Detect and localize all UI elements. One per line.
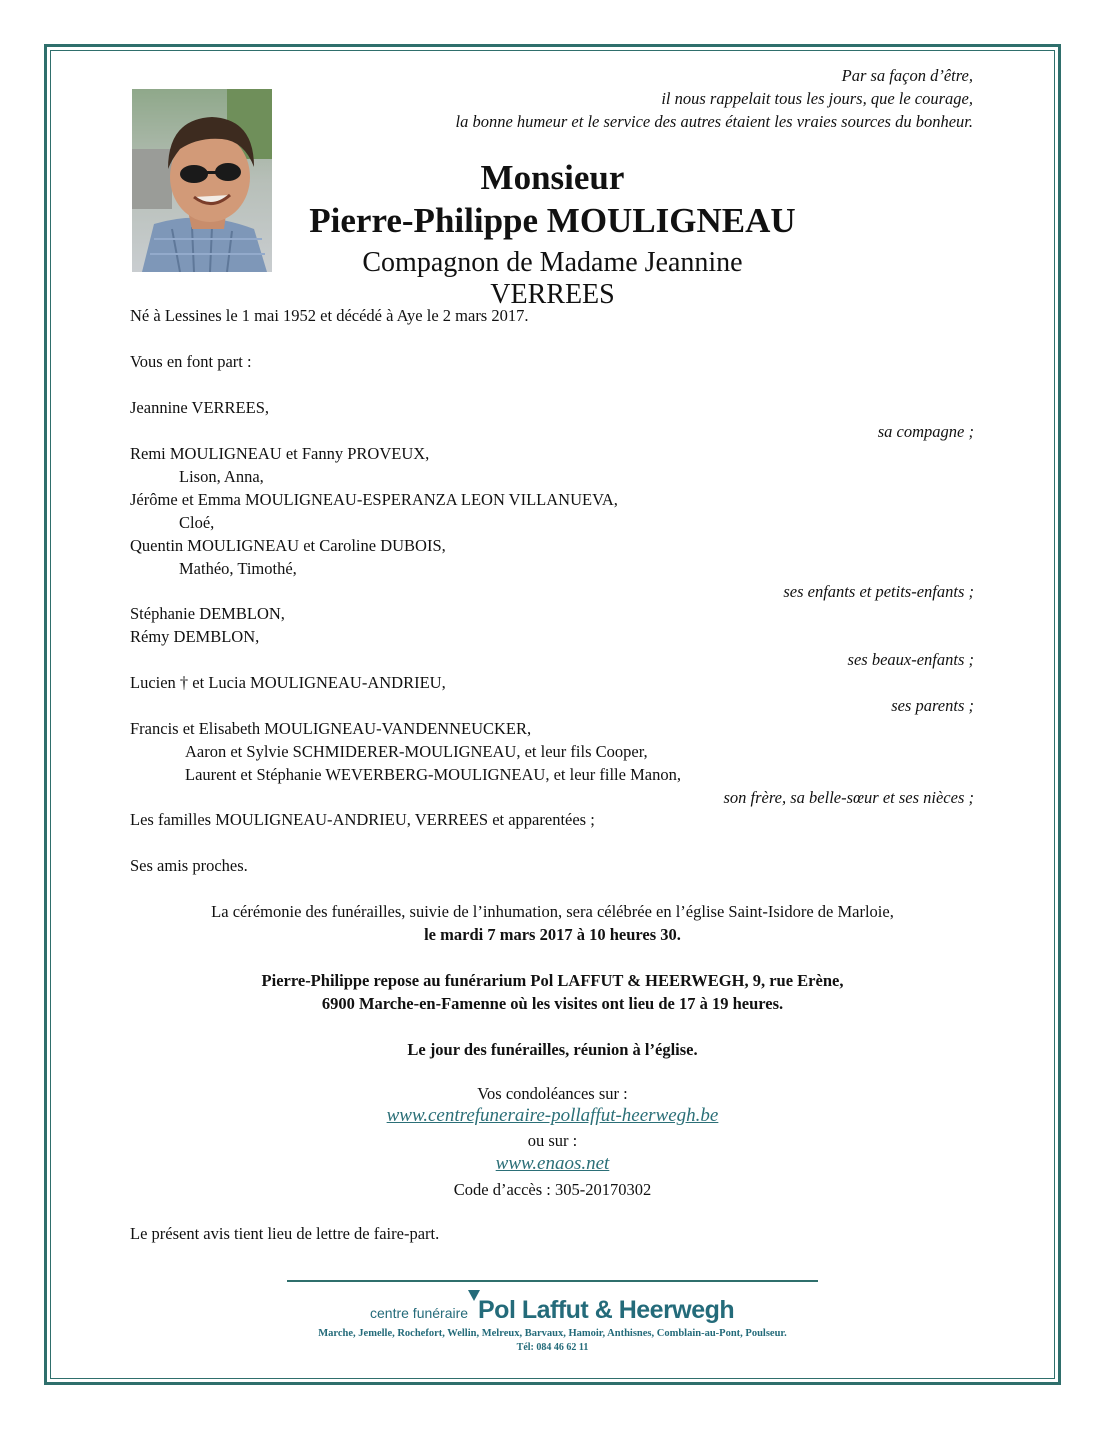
condolences-or: ou sur : bbox=[527, 1131, 578, 1150]
niece-2: Laurent et Stéphanie WEVERBERG-MOULIGNEAU, et leur fille Manon, bbox=[185, 765, 681, 784]
children-relation: ses enfants et petits-enfants ; bbox=[783, 582, 974, 601]
repose-line-2: 6900 Marche-en-Famenne où les visites ont lieu de 17 à 19 heures. bbox=[321, 994, 784, 1013]
child-1: Remi MOULIGNEAU et Fanny PROVEUX, bbox=[130, 444, 430, 463]
closing-line: Le présent avis tient lieu de lettre de faire-part. bbox=[130, 1224, 440, 1243]
ceremony-line-2: le mardi 7 mars 2017 à 10 heures 30. bbox=[424, 925, 681, 944]
logo-locations: Marche, Jemelle, Rochefort, Wellin, Melreux, Barvaux, Hamoir, Anthisnes, Comblain-au-Pont, Poulseur. bbox=[318, 1328, 787, 1339]
parents: Lucien † et Lucia MOULIGNEAU-ANDRIEU, bbox=[130, 673, 446, 692]
niece-1: Aaron et Sylvie SCHMIDERER-MOULIGNEAU, et leur fils Cooper, bbox=[185, 742, 648, 761]
footer-divider bbox=[287, 1280, 818, 1282]
companion-name: Jeannine VERREES, bbox=[130, 398, 270, 417]
logo-telephone: Tél: 084 46 62 11 bbox=[516, 1342, 589, 1353]
epigraph-line-1: Par sa façon d’être, bbox=[841, 66, 973, 85]
condolences-link-2[interactable]: www.enaos.net bbox=[495, 1153, 610, 1174]
epigraph-line-2: il nous rappelait tous les jours, que le courage, bbox=[661, 89, 973, 108]
child-2: Jérôme et Emma MOULIGNEAU-ESPERANZA LEON VILLANUEVA, bbox=[130, 490, 618, 509]
stepchild-2: Rémy DEMBLON, bbox=[130, 627, 260, 646]
child-3: Quentin MOULIGNEAU et Caroline DUBOIS, bbox=[130, 536, 446, 555]
logo-brand-name: Pol Laffut & Heerwegh bbox=[478, 1296, 735, 1324]
epigraph-line-3: la bonne humeur et le service des autres étaient les vraies sources du bonheur. bbox=[455, 112, 973, 131]
condolences-link-1[interactable]: www.centrefuneraire-pollaffut-heerwegh.be bbox=[386, 1105, 719, 1126]
families-line: Les familles MOULIGNEAU-ANDRIEU, VERREES et apparentées ; bbox=[130, 810, 595, 829]
logo-small-text: centre funéraire bbox=[370, 1305, 469, 1321]
grandchildren-2: Cloé, bbox=[179, 513, 215, 532]
stepchild-1: Stéphanie DEMBLON, bbox=[130, 604, 285, 623]
condolences-link-1-wrap bbox=[130, 1105, 975, 1127]
condolences-link-2-wrap bbox=[130, 1153, 975, 1175]
brother-relation: son frère, sa belle-sœur et ses nièces ; bbox=[723, 788, 974, 807]
birth-death-line: Né à Lessines le 1 mai 1952 et décédé à Aye le 2 mars 2017. bbox=[130, 306, 529, 325]
brother: Francis et Elisabeth MOULIGNEAU-VANDENNEUCKER, bbox=[130, 719, 532, 738]
condolences-intro: Vos condoléances sur : bbox=[477, 1084, 628, 1103]
stepchildren-relation: ses beaux-enfants ; bbox=[847, 650, 974, 669]
repose-line-1: Pierre-Philippe repose au funérarium Pol LAFFUT & HEERWEGH, 9, rue Erène, bbox=[261, 971, 844, 990]
grandchildren-1: Lison, Anna, bbox=[179, 467, 264, 486]
civility: Monsieur bbox=[480, 158, 625, 197]
grandchildren-3: Mathéo, Timothé, bbox=[179, 559, 297, 578]
meeting-line: Le jour des funérailles, réunion à l’église. bbox=[407, 1040, 698, 1059]
portrait-photo bbox=[132, 89, 272, 272]
companion-title: Compagnon de Madame Jeannine VERREES bbox=[362, 247, 743, 310]
friends-line: Ses amis proches. bbox=[130, 856, 248, 875]
parents-relation: ses parents ; bbox=[891, 696, 974, 715]
access-code: Code d’accès : 305-20170302 bbox=[453, 1180, 652, 1199]
companion-relation: sa compagne ; bbox=[877, 422, 974, 441]
ceremony-line-1: La cérémonie des funérailles, suivie de l’inhumation, sera célébrée en l’église Saint-Isidore de Marloie, bbox=[211, 902, 894, 921]
announce-line: Vous en font part : bbox=[130, 352, 252, 371]
deceased-name: Pierre-Philippe MOULIGNEAU bbox=[309, 201, 796, 240]
